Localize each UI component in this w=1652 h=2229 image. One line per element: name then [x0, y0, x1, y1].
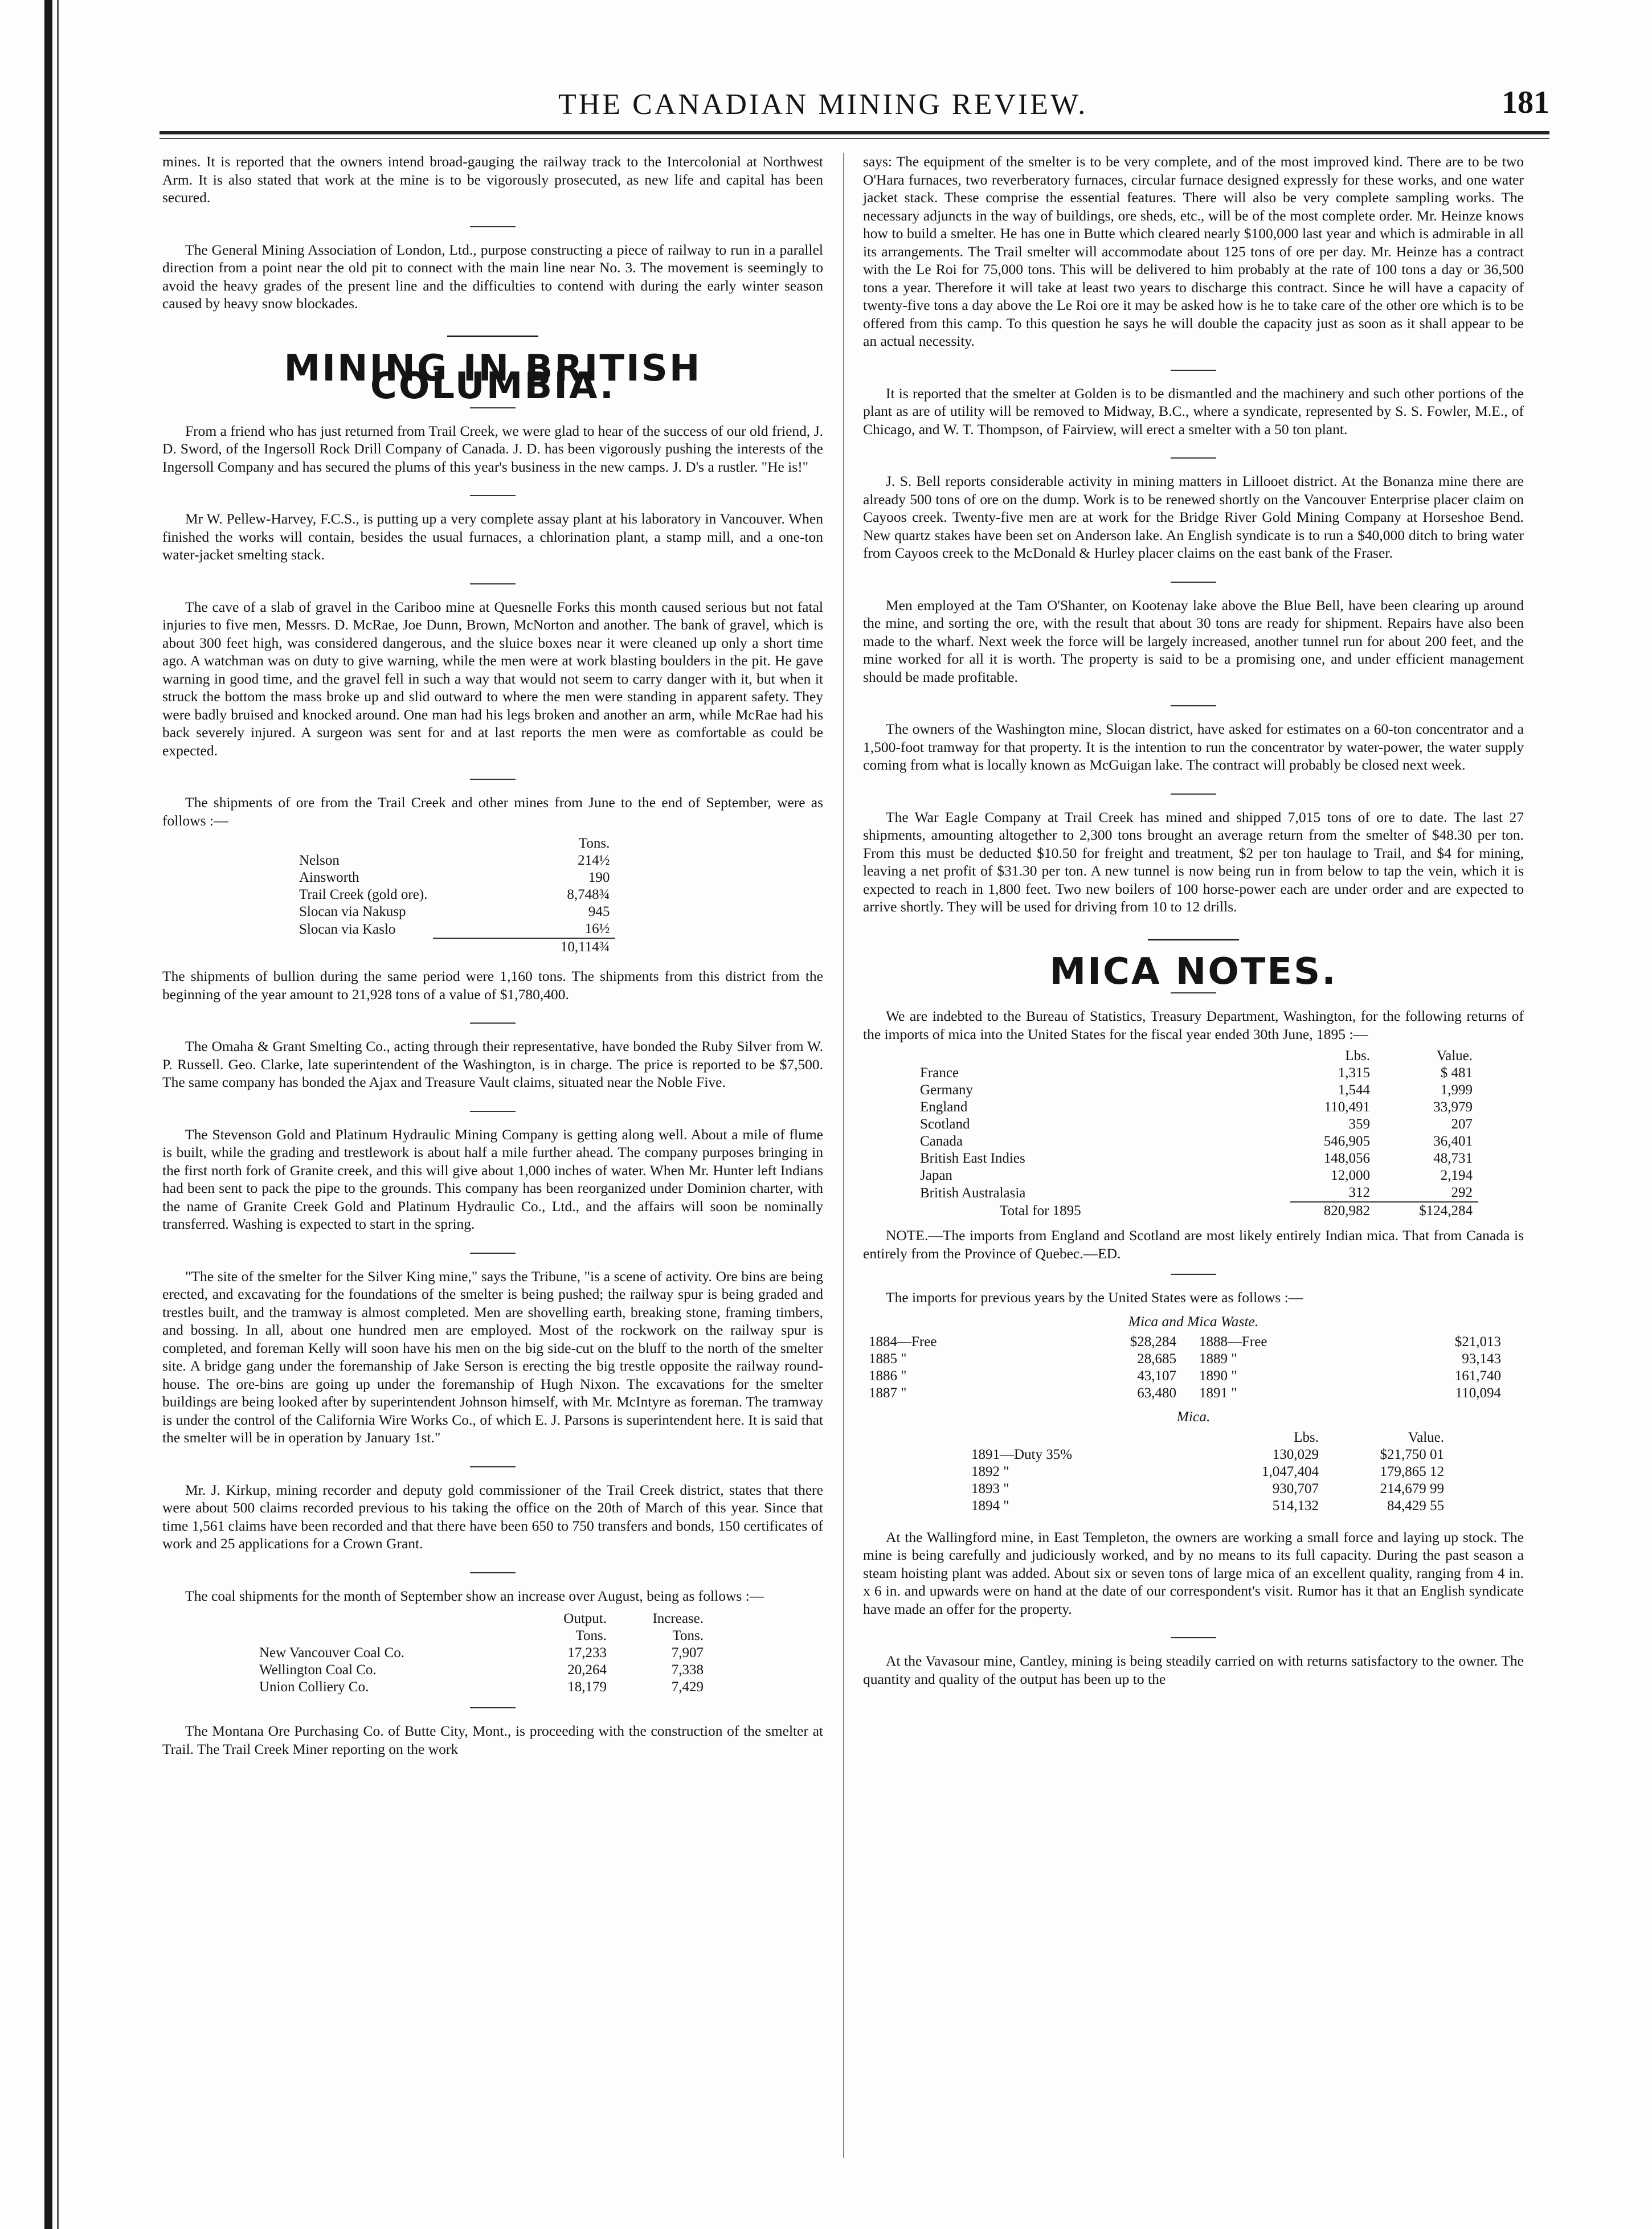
- separator: [1171, 582, 1216, 583]
- separator: [1148, 939, 1239, 940]
- separator: [470, 583, 516, 584]
- row-label: 1892 ": [971, 1463, 1009, 1479]
- paragraph: J. S. Bell reports considerable activity in mining matters in Lillooet district. At the Bonanza mine there are already 500 tons of ore on the dump. Work is to be renewed shortly on the Vancouver Enterprise placer claim on Cayoos creek. Twenty-five men are at work for the Bridge River Gold Mining Company at Horseshoe Bend. New quartz stakes have been set on Anderson lake. An English syndicate is to run a $40,000 ditch to bring water from Cayoos creek to the McDonald & Hurley placer claims on the east bank of the Fraser.: [863, 473, 1524, 561]
- table-row: [863, 1334, 1507, 1351]
- row-value: 33,979: [1433, 1099, 1473, 1115]
- table-row: [293, 903, 615, 921]
- row-label: 1888—Free: [1199, 1334, 1267, 1349]
- paragraph: At the Wallingford mine, in East Templeton, the owners are working a small force and laying up stock. The mine is being carefully and judiciously worked, and by no means to its full capacity. During the past season a steam hoisting plant was added. About six or seven tons of large mica of an excellent quality, ranging from 4 in. x 6 in. and upwards were on hand at the date of our correspondent's visit. Rumor has it that an English syndicate have made an offer for the property.: [863, 1528, 1524, 1617]
- row-value: 148,056: [1323, 1151, 1370, 1166]
- section-heading: MINING IN BRITISH COLUMBIA.: [284, 347, 702, 407]
- table-row: [253, 1679, 709, 1696]
- row-value: 110,491: [1324, 1099, 1370, 1115]
- column-header: Increase.: [652, 1611, 704, 1626]
- table-caption: Mica.: [1176, 1408, 1211, 1425]
- running-title: THE CANADIAN MINING REVIEW.: [558, 88, 1088, 121]
- right-column: [863, 153, 1524, 1707]
- separator: [1171, 1274, 1216, 1275]
- row-label: 1891—Duty 35%: [971, 1446, 1073, 1462]
- separator: [470, 1111, 516, 1112]
- total-row: [293, 938, 615, 956]
- paragraph: mines. It is reported that the owners intend broad-gauging the railway track to the Intercolonial at Northwest Arm. It is also stated that work at the mine is to be vigorously prosecuted, as new life and capital has been secured.: [162, 153, 823, 206]
- table-row: [293, 869, 615, 886]
- editor-note: NOTE.—The imports from England and Scotland are most likely entirely Indian mica. That from Canada is entirely from the Province of Quebec.—ED.: [863, 1227, 1524, 1262]
- row-value: 110,094: [1455, 1385, 1501, 1401]
- section-heading: MICA NOTES.: [1049, 950, 1338, 993]
- row-value: 7,429: [671, 1679, 704, 1695]
- total-value: $124,284: [1376, 1202, 1478, 1220]
- table-row: [966, 1498, 1450, 1515]
- paragraph: The Montana Ore Purchasing Co. of Butte City, Mont., is proceeding with the construction of the smelter at Trail. The Trail Creek Miner reporting on the work: [162, 1723, 823, 1757]
- row-value: 36,401: [1433, 1134, 1473, 1149]
- row-value: 546,905: [1323, 1134, 1370, 1149]
- table-row: [914, 1133, 1478, 1150]
- row-value: 12,000: [1331, 1168, 1370, 1183]
- row-label: Slocan via Nakusp: [299, 904, 406, 919]
- separator: [1171, 457, 1216, 459]
- row-value: 7,907: [671, 1645, 704, 1660]
- separator: [470, 495, 516, 496]
- total-label: Total for 1895: [1000, 1203, 1081, 1218]
- table-row: [914, 1116, 1478, 1133]
- row-value: 359: [1348, 1116, 1370, 1132]
- row-value: 18,179: [567, 1679, 607, 1695]
- table-row: [914, 1099, 1478, 1116]
- column-header: Value.: [1408, 1429, 1444, 1445]
- table-row: [293, 852, 615, 869]
- left-column: [162, 153, 823, 1777]
- paragraph: says: The equipment of the smelter is to be very complete, and of the most improved kind. There are to be two O'Hara furnaces, two reverberatory furnaces, circular furnace designed expressly for these works, and one water jacket stack. These comprise the essential features. There will also be very complete sampling works. The necessary adjuncts in the way of buildings, ore sheds, etc., will be of the most complete order. Mr. Heinze knows how to build a smelter. He has one in Butte which cleared nearly $100,000 last year and which is admirable in all its arrangements. The Trail smelter will accommodate about 125 tons of ore per day. Mr. Heinze has a contract with the Le Roi for 75,000 tons. This will be delivered to him probably at the rate of 100 tons a day or 36,500 tons a year. Therefore it will take at least two years to discharge this contract. Since he will have a capacity of twenty-five tons a day above the Le Roi ore it may be asked how is he to take care of the other ore which is to be offered from this camp. To this question he says he will double the capacity just as soon as it shall appear to be an actual necessity.: [863, 153, 1524, 349]
- separator: [470, 779, 516, 780]
- row-label: 1889 ": [1199, 1351, 1237, 1367]
- row-label: Wellington Coal Co.: [259, 1662, 377, 1678]
- unit-label: Tons.: [672, 1628, 704, 1643]
- column-header: Lbs.: [1294, 1429, 1319, 1445]
- row-value: 945: [588, 904, 610, 919]
- column-header: Lbs.: [1345, 1048, 1370, 1064]
- paragraph: The owners of the Washington mine, Slocan district, have asked for estimates on a 60-ton concentrator and a 1,500-foot tramway for that property. It is the intention to run the concentrator by water-power, the water supply coming from what is locally known as McGuigan lake. The contract will probably be closed next week.: [863, 721, 1524, 773]
- table-row: [914, 1065, 1478, 1082]
- paragraph: The General Mining Association of London, Ltd., purpose constructing a piece of railway to run in a parallel direction from a point near the old pit to connect with the main line near No. 3. The movement is seemingly to avoid the heavy grades of the present line and the difficulties to contend with during the early winter season caused by heavy snow blockades.: [162, 241, 823, 312]
- table-row: [863, 1351, 1507, 1368]
- table-row: [966, 1446, 1450, 1463]
- mica-imports-table: [914, 1048, 1478, 1220]
- row-label: 1885 ": [869, 1351, 907, 1367]
- unit-label: Tons.: [575, 1628, 607, 1643]
- row-label: Slocan via Kaslo: [299, 921, 396, 937]
- row-value: 514,132: [1272, 1498, 1319, 1514]
- table-row: [914, 1150, 1478, 1167]
- separator: [470, 1466, 516, 1467]
- table-caption: Mica and Mica Waste.: [1128, 1312, 1259, 1330]
- table-row: [914, 1167, 1478, 1184]
- page-header: [160, 67, 1549, 141]
- row-label: 1886 ": [869, 1368, 907, 1384]
- row-value: 1,999: [1440, 1082, 1473, 1098]
- unit-label: Tons.: [578, 836, 610, 851]
- row-value: 63,480: [1137, 1385, 1176, 1401]
- row-label: British East Indies: [920, 1151, 1025, 1166]
- page-number: 181: [1502, 85, 1549, 120]
- column-header: Output.: [563, 1611, 607, 1626]
- paragraph: The coal shipments for the month of September show an increase over August, being as follows :—: [185, 1587, 764, 1604]
- paragraph: The War Eagle Company at Trail Creek has mined and shipped 7,015 tons of ore to date. The last 27 shipments, amounting altogether to 2,300 tons brought an average return from the smelter of $48.30 per ton. From this must be deducted $10.50 for freight and treatment, $2 per ton haulage to Trail, and $4 for mining, leaving a net profit of $31.30 per ton. A new tunnel is now being run in from below to tap the vein, which it is expected to reach in 1,800 feet. Two new boilers of 100 horse-power each are under order and are expected to arrive shortly. They will be used for driving from 10 to 12 drills.: [863, 808, 1524, 915]
- separator: [447, 336, 538, 337]
- table-row: [293, 886, 615, 903]
- row-value: 93,143: [1462, 1351, 1501, 1367]
- row-value: 130,029: [1272, 1446, 1319, 1462]
- header-rule-thin: [160, 138, 1549, 139]
- row-label: Union Colliery Co.: [259, 1679, 369, 1695]
- row-label: 1887 ": [869, 1385, 907, 1401]
- table-row: [914, 1082, 1478, 1099]
- shipments-table: [293, 835, 615, 956]
- row-label: Nelson: [299, 853, 340, 868]
- separator: [470, 226, 516, 227]
- row-value: 1,544: [1338, 1082, 1370, 1098]
- coal-table: [253, 1610, 709, 1696]
- row-label: 1894 ": [971, 1498, 1009, 1514]
- total-row: [914, 1202, 1478, 1220]
- row-value: 930,707: [1272, 1480, 1319, 1496]
- row-value: 7,338: [671, 1662, 704, 1678]
- row-value: 43,107: [1137, 1368, 1176, 1384]
- paragraph: Mr W. Pellew-Harvey, F.C.S., is putting up a very complete assay plant at his laboratory in Vancouver. When finished the works will contain, besides the usual furnaces, a chlorination plant, a stamp mill, and a one-ton water-jacket smelting stack.: [162, 510, 823, 563]
- table-row: [253, 1662, 709, 1679]
- mica-waste-table: [863, 1334, 1507, 1402]
- mica-table: [966, 1429, 1450, 1515]
- total-value: 10,114¾: [433, 938, 615, 956]
- row-value: 20,264: [567, 1662, 607, 1678]
- row-value: 179,865 12: [1380, 1463, 1444, 1479]
- row-value: 214½: [578, 853, 610, 868]
- paragraph: "The site of the smelter for the Silver King mine," says the Tribune, "is a scene of activity. Ore bins are being erected, and excavating for the foundations of the smelter is being pushed; the railway spur is being graded and trestles built, and the tramway is almost completed. Men are shovelling earth, breaking stone, framing timbers, and bossing. In all, about one hundred men are employed. Most of the rockwork on the railway spur is completed, and foreman Kelly will soon have his men on the big side-cut on the bluff to the north of the smelter site. A bridge gang under the foremanship of Jake Serson is erecting the big trestle opposite the railway round-house. The ore-bins are going up under the foremanship of Hugh Nixon. The excavations for the smelter buildings are being looked after by superintendent Johnson himself, with Mr. McIntyre as foreman. The tramway is under the control of the California Wire Works Co., of which E. J. Parsons is superintendent here. It is said that the smelter will be in operation by January 1st.": [162, 1267, 823, 1446]
- row-value: 214,679 99: [1380, 1480, 1444, 1496]
- paragraph: It is reported that the smelter at Golden is to be dismantled and the machinery and such other portions of the plant as are of utility will be removed to Midway, B.C., where a syndicate, represented by S. S. Fowler, M.E., of Chicago, and W. T. Thompson, of Fairview, will erect a smelter with a 50 ton plant.: [863, 385, 1524, 437]
- row-value: 292: [1451, 1185, 1473, 1200]
- paragraph: From a friend who has just returned from Trail Creek, we were glad to hear of the success of our old friend, J. D. Sword, of the Ingersoll Rock Drill Company of Canada. J. D. has been vigorously pushing the interests of the Ingersoll Company and has secured the plums of this year's business in the new camps. J. D's a rustler. "He is!": [162, 422, 823, 475]
- row-label: Japan: [920, 1168, 952, 1183]
- table-row: [863, 1385, 1507, 1402]
- row-value: 17,233: [567, 1645, 607, 1660]
- separator: [1171, 370, 1216, 371]
- separator: [470, 1023, 516, 1024]
- row-label: France: [920, 1065, 959, 1081]
- row-label: 1890 ": [1199, 1368, 1237, 1384]
- row-label: Canada: [920, 1134, 963, 1149]
- paragraph: The imports for previous years by the United States were as follows :—: [886, 1289, 1303, 1306]
- paragraph: Mr. J. Kirkup, mining recorder and deputy gold commissioner of the Trail Creek district, states that there were about 500 claims recorded previous to his taking the office on the 20th of March of this year. Since that time 1,561 claims have been recorded and that there have been 650 to 750 transfers and bonds, 150 certificates of work and 25 applications for a Crown Grant.: [162, 1481, 823, 1552]
- row-value: 1,047,404: [1262, 1463, 1319, 1479]
- row-label: British Australasia: [920, 1185, 1026, 1201]
- row-value: 84,429 55: [1387, 1498, 1444, 1514]
- paragraph: The Omaha & Grant Smelting Co., acting through their representative, have bonded the Ruby Silver from W. P. Russell. Geo. Clarke, late superintendent of the Washington, is in charge. The price is reported to be $7,500. The same company has bonded the Ajax and Treasure Vault claims, situated near the Noble Five.: [162, 1038, 823, 1090]
- row-label: Germany: [920, 1082, 974, 1098]
- row-label: New Vancouver Coal Co.: [259, 1645, 405, 1660]
- separator: [470, 1253, 516, 1254]
- row-value: $21,013: [1454, 1334, 1501, 1349]
- row-value: 1,315: [1338, 1065, 1370, 1081]
- separator: [1171, 705, 1216, 706]
- row-value: $ 481: [1440, 1065, 1473, 1081]
- row-value: 312: [1348, 1185, 1370, 1200]
- row-label: Scotland: [920, 1116, 970, 1132]
- paragraph: Men employed at the Tam O'Shanter, on Kootenay lake above the Blue Bell, have been clearing up around the mine, and sorting the ore, with the result that about 30 tons are ready for shipment. Repairs have also been made to the wharf. Next week the force will be largely increased, another tunnel run for about 200 feet, and the mine worked for all it is worth. The property is said to be a promising one, and under efficient management should be made profitable.: [863, 596, 1524, 685]
- paragraph: The shipments of bullion during the same period were 1,160 tons. The shipments from this district from the beginning of the year amount to 21,928 tons of a value of $1,780,400.: [162, 968, 823, 1003]
- total-value: 820,982: [1290, 1202, 1376, 1220]
- table-row: [293, 921, 615, 938]
- column-header: Value.: [1436, 1048, 1473, 1064]
- row-value: 2,194: [1440, 1168, 1473, 1183]
- separator: [470, 1707, 516, 1708]
- row-label: 1884—Free: [869, 1334, 937, 1349]
- row-label: 1893 ": [971, 1480, 1009, 1496]
- paragraph: We are indebted to the Bureau of Statistics, Treasury Department, Washington, for the following returns of the imports of mica into the United States for the fiscal year ended 30th June, 1895 :—: [863, 1008, 1524, 1042]
- row-label: Trail Creek (gold ore).: [299, 887, 428, 902]
- row-value: 8,748¾: [567, 887, 610, 902]
- row-value: 48,731: [1433, 1151, 1473, 1166]
- separator: [1171, 1637, 1216, 1638]
- row-label: 1891 ": [1199, 1385, 1237, 1401]
- paragraph: At the Vavasour mine, Cantley, mining is being steadily carried on with returns satisfactory to the owner. The quantity and quality of the output has been up to the: [863, 1653, 1524, 1687]
- column-divider: [843, 153, 844, 2158]
- row-value: 161,740: [1454, 1368, 1501, 1384]
- separator: [470, 1572, 516, 1573]
- binding-edge-thin: [57, 0, 59, 2229]
- separator: [1171, 794, 1216, 795]
- table-row: [914, 1184, 1478, 1202]
- header-rule: [160, 131, 1549, 134]
- row-value: $28,284: [1130, 1334, 1176, 1349]
- row-value: 190: [588, 870, 610, 885]
- row-value: 16½: [584, 921, 610, 936]
- row-value: $21,750 01: [1380, 1446, 1444, 1462]
- table-row: [253, 1645, 709, 1662]
- paragraph: The shipments of ore from the Trail Creek and other mines from June to the end of September, were as follows :—: [162, 794, 823, 829]
- row-value: 207: [1451, 1116, 1473, 1132]
- row-label: Ainsworth: [299, 870, 359, 885]
- row-label: England: [920, 1099, 968, 1115]
- table-row: [863, 1368, 1507, 1385]
- table-row: [966, 1480, 1450, 1498]
- paragraph: The cave of a slab of gravel in the Cariboo mine at Quesnelle Forks this month caused serious but not fatal injuries to five men, Messrs. D. McRae, Joe Dunn, Brown, McNorton and another. The bank of gravel, which is about 300 feet high, was considered dangerous, and the sluice boxes near it were cleaned up only a short time ago. A watchman was on duty to give warning, while the men were at work blasting boulders in the pit. He gave warning in good time, and the gravel fell in such a way that would not seem to carry danger with it, but when it struck the bottom the mass broke up and slid outward to where the men were standing in apparent safety. They were badly bruised and knocked around. One man had his legs broken and another an arm, while McRae had his back severely injured. A surgeon was sent for and at last reports the men were as comfortable as could be expected.: [162, 598, 823, 759]
- binding-edge: [44, 0, 52, 2229]
- row-value: 28,685: [1137, 1351, 1176, 1367]
- paragraph: The Stevenson Gold and Platinum Hydraulic Mining Company is getting along well. About a mile of flume is built, while the grading and trestlework is about half a mile further ahead. The company purposes bringing in the first north fork of Granite creek, and this will give about 1,000 inches of water. When Mr. Hunter left Indians had been sent to pack the pipe to the grounds. This company has been reorganized under Dominion charter, with the name of Granite Creek Gold and Platinum Hydraulic Co., Ltd., and the affairs will soon be nominally transferred. Washing is expected to start in the spring.: [162, 1126, 823, 1232]
- table-row: [966, 1463, 1450, 1480]
